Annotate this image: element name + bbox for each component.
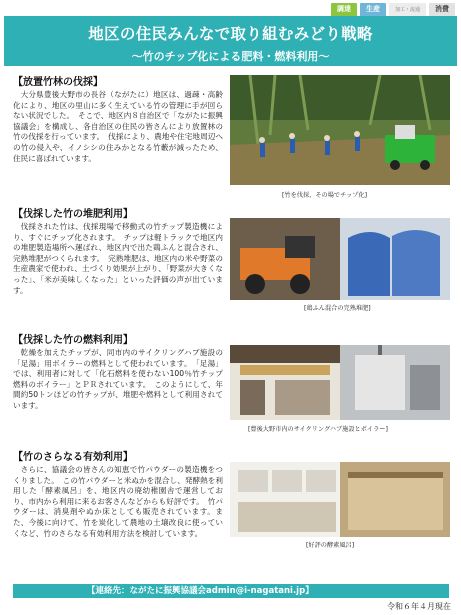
title-banner (4, 16, 457, 66)
section-body: さらに、協議会の皆さんの知恵で竹パウダーの製造機をつくりました。 この竹パウダーと米ぬかを混合し、発酵熱を利用した「酵素風呂」を、地区内の廃幼稚園舎で運営しており、市内から利用に来るお客さんなどからも好評です。 竹パウダーは、消臭剤やぬか床としても販売されています。また、今後に向けて、竹を炭化して農地の土壌改良に使っていくなど、竹のさらなる有効利用方法を検討しています。 (13, 465, 223, 538)
photo-caption: [鶏ふん混合の完熟堆肥] (304, 305, 371, 312)
contact-text: 【連絡先：ながたに振興協議会admin@i-nagatani.jp】 (87, 586, 314, 596)
page-title: 地区の住民みんなで取り組むみどり戦略 (88, 25, 373, 43)
section-further-use (13, 448, 223, 539)
photo-compost (230, 218, 450, 300)
section-body: 伐採された竹は、伐採現場で移動式の竹チップ製造機により、すぐにチップ化されます。 チップは軽トラックで地区内の堆肥製造場所へ運ばれ、地区内で出た鶏ふんと混合され、完熟堆肥がつくられます。 完熟堆肥は、地区内の米や野菜の生産農家で使われ、土づくり効果が上がり、「野菜が大きくなった」、「米が美味しくなった」といった評価の声が出ています。 (13, 222, 223, 295)
photo-enzyme-bath (230, 462, 450, 537)
section-heading: 【放置竹林の伐採】 (13, 77, 103, 88)
photo-bamboo-chipping (230, 75, 450, 185)
photo-caption: [竹を伐採、その場でチップ化] (282, 192, 368, 199)
tag-procurement: 調達 (331, 3, 357, 18)
section-body: 大分県豊後大野市の長谷（ながたに）地区は、過疎・高齢化により、地区の里山に多く生えている竹の管理に手が回らない状況でした。 そこで、地区内８自治区で「ながたに振興協議会」を構成し、各自治区の住民の皆さんにより放置林の竹の伐採を行っています。 伐採により、農地や住宅地周辺への竹の侵入や、イノシシの住みかとなる竹藪が減ったため、住民に喜ばれています。 (13, 90, 223, 163)
section-bamboo-cutting (13, 73, 223, 164)
tag-consumption: 消費 (429, 3, 455, 18)
photo-cycling-hub-boiler (230, 345, 450, 420)
section-body: 乾燥を加えたチップが、同市内のサイクリングハブ施設の「足湯」用ボイラーの燃料として使われています。 「足湯」では、利用者に対して「化石燃料を使わない100％竹チップ燃料のボイラー」とＰＲされています。 このようにして、年間約50トンほどの竹チップが、堆肥や燃料として利用されています。 (13, 348, 223, 410)
contact-bar (13, 584, 449, 598)
section-heading: 【竹のさらなる有効利用】 (13, 452, 133, 463)
photo-caption: [好評の酵素風呂] (306, 542, 355, 549)
date-stamp: 令和６年４月現在 (387, 602, 451, 611)
tag-production: 生産 (360, 3, 386, 18)
page-subtitle: ～竹のチップ化による肥料・燃料利用～ (131, 50, 330, 63)
section-fuel (13, 331, 223, 412)
photo-caption: [豊後大野市内のサイクリングハブ施設とボイラー] (248, 426, 388, 433)
section-compost (13, 205, 223, 296)
section-heading: 【伐採した竹の燃料利用】 (13, 335, 133, 346)
section-heading: 【伐採した竹の堆肥利用】 (13, 209, 133, 220)
tag-processing-distribution: 加工・流通 (389, 3, 426, 18)
